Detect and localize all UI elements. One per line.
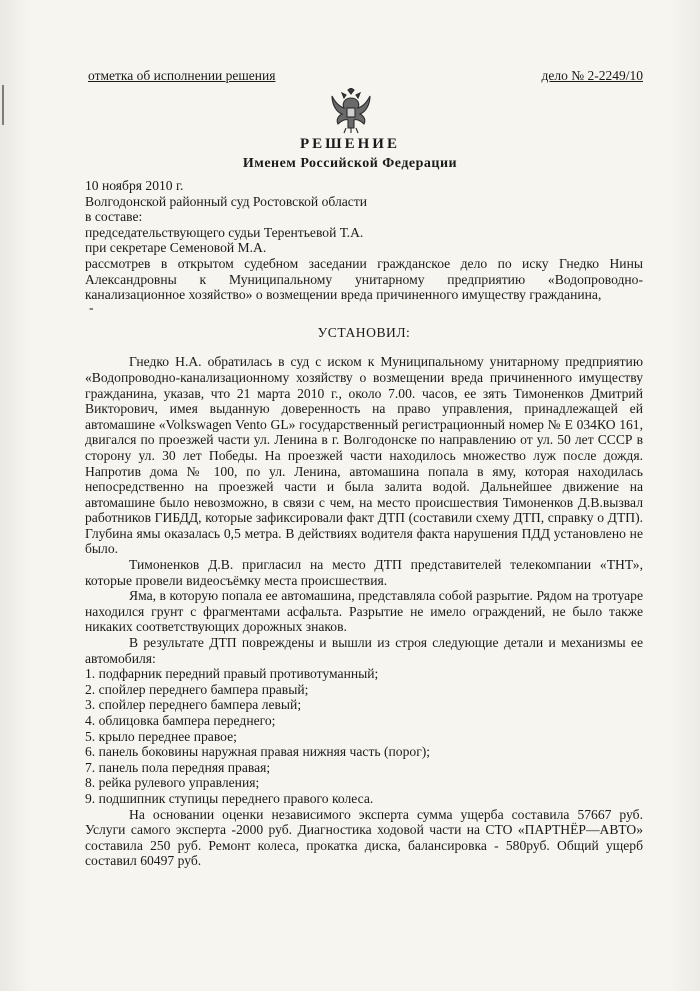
case-number: дело № 2-2249/10: [541, 68, 643, 83]
court-name: Волгодонской районный суд Ростовской области: [85, 193, 368, 209]
document-subtitle: Именем Российской Федерации: [242, 156, 458, 171]
paragraph: Яма, в которую попала ее автомашина, представляла собой разрытие. Рядом на тротуаре находился грунт с фрагментами асфальта. Разрытие не имело ограждений, не было также никаких соответствующих дорожных знаков.: [85, 588, 643, 635]
case-description: рассмотрев в открытом судебном заседании гражданское дело по иску Гнедко Нины Александровны к Муниципальному унитарному предприятию «Водопроводно-канализационное хозяйство» о возмещении вреда причиненного имуществу гражданина,: [85, 255, 643, 303]
paragraph: Тимоненков Д.В. пригласил на место ДТП представителей телекомпании «ТНТ», которые провели видеосъёмку места происшествия.: [85, 557, 643, 588]
list-item: 8. рейка рулевого управления;: [85, 775, 260, 791]
damage-list: [85, 666, 643, 806]
list-item: 2. спойлер переднего бампера правый;: [85, 681, 309, 697]
paragraph: В результате ДТП повреждены и вышли из строя следующие детали и механизмы ее автомобиля:: [85, 635, 643, 666]
list-item: 3. спойлер переднего бампера левый;: [85, 697, 302, 713]
paragraph: Гнедко Н.А. обратилась в суд с иском к Муниципальному унитарному предприятию «Водопроводно-канализационному хозяйству о возмещении вреда причиненного имуществу гражданина, указав, что 21 марта 2010 г., около 7.00. часов, ее зять Тимоненков Дмитрий Викторович, имея выданную доверенность на право управления, принадлежащей ей автомашине «Volkswagen Vento GL» государственный регистрационный номер № Е 034КО 161, двигался по проезжей части ул. Ленина в г. Волгодонске по направлению от ул. 50 лет СССР в сторону ул. 30 лет Победы. На проезжей части находилось множество луж после дождя. Напротив дома № 100, по ул. Ленина, автомашина попала в яму, которая находилась непосредственно на проезжей части и была залита водой. Дальнейшее движение на автомашине было невозможно, в связи с чем, на место происшествия Тимоненков Д.В.вызвал работников ГИБДД, которые зафиксировали факт ДТП (составили схему ДТП, справку о ДТП). Глубина ямы оказалась 0,5 метра. В действиях водителя факта нарушения ПДД установлено не было.: [85, 354, 643, 557]
document-header: [88, 68, 643, 84]
list-item: 9. подшипник ступицы переднего правого колеса.: [85, 790, 374, 806]
decision-date: 10 ноября 2010 г.: [85, 178, 184, 193]
section-heading: УСТАНОВИЛ:: [317, 324, 411, 340]
execution-note: отметка об исполнении решения: [88, 68, 276, 83]
list-item: 7. панель пола передняя правая;: [85, 759, 271, 775]
dash-mark: -: [89, 299, 94, 315]
presiding-judge: председательствующего судьи Терентьевой Т.А.: [85, 224, 364, 240]
damage-total-paragraph: На основании оценки независимого эксперта сумма ущерба составила 57667 руб. Услуги самого эксперта -2000 руб. Диагностика ходовой части на СТО «ПАРТНЁР—АВТО» составила 250 руб. Ремонт колеса, прокатка диска, балансировка - 580руб. Общий ущерб составил 60497 руб.: [85, 806, 643, 869]
list-item: 5. крыло переднее правое;: [85, 728, 237, 744]
court-secretary: при секретаре Семеновой М.А.: [85, 240, 267, 256]
document-title: РЕШЕНИЕ: [300, 136, 400, 152]
list-item: 4. облицовка бампера переднего;: [85, 713, 276, 728]
list-item: 1. подфарник передний правый противотуманный;: [85, 666, 379, 682]
document-body: [85, 178, 643, 869]
russian-coat-of-arms-icon: [330, 88, 372, 134]
scan-margin-mark: [2, 85, 4, 125]
court-composition: в составе:: [85, 209, 143, 225]
list-item: 6. панель боковины наружная правая нижняя часть (порог);: [85, 744, 431, 760]
